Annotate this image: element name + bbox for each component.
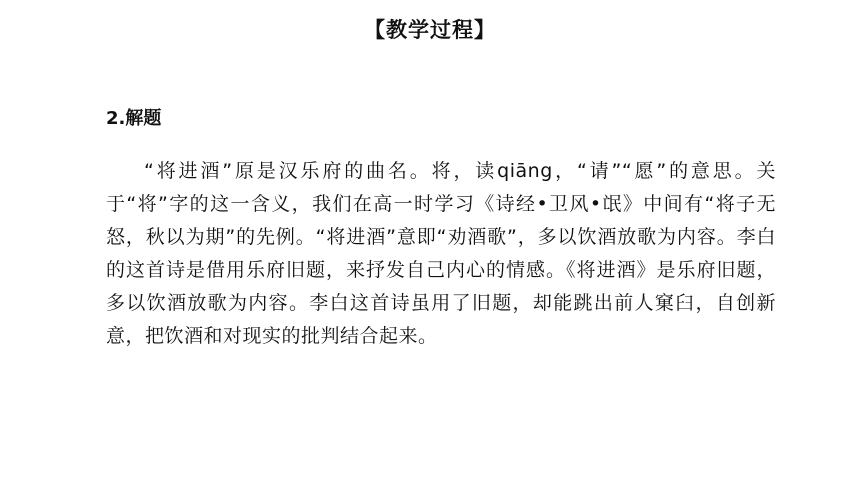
body-paragraph: “将进酒”原是汉乐府的曲名。将，读qiāng，“请”“愿”的意思。关于“将”字的这一含义，我们在高一时学习《诗经•卫风•氓》中间有“将子无怒，秋以为期”的先例。“将进酒”意即“劝酒歌”，多以饮酒放歌为内容。李白的这首诗是借用乐府旧题，来抒发自己内心的情感。《将进酒》是乐府旧题，多以饮酒放歌为内容。李白这首诗虽用了旧题，却能跳出前人窠臼，自创新意，把饮酒和对现实的批判结合起来。 [106, 160, 776, 347]
section-heading: 2.解题 [106, 108, 162, 129]
slide-title: 【教学过程】 [364, 18, 496, 42]
